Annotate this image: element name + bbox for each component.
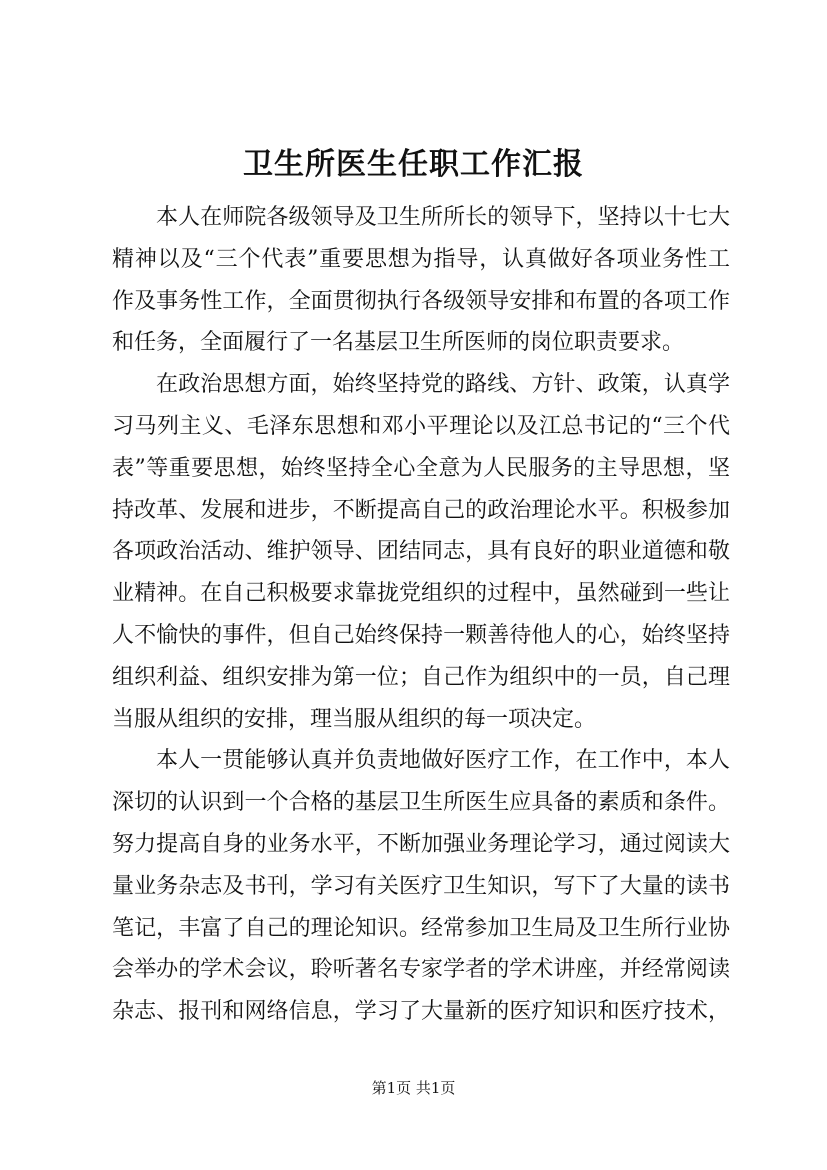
- body-line: 本人一贯能够认真并负责地做好医疗工作，在工作中，本人: [156, 748, 730, 774]
- body-line: 和任务，全面履行了一名基层卫生所医师的岗位职责要求。: [112, 330, 685, 356]
- body-line: 各项政治活动、维护领导、团结同志，具有良好的职业道德和敬: [112, 539, 730, 565]
- body-line: 笔记，丰富了自己的理论知识。经常参加卫生局及卫生所行业协: [112, 915, 730, 941]
- body-line: 人不愉快的事件，但自己始终保持一颗善待他人的心，始终坚持: [112, 622, 730, 648]
- body-line: 习马列主义、毛泽东思想和邓小平理论以及江总书记的“三个代: [112, 413, 730, 439]
- body-line: 量业务杂志及书刊，学习有关医疗卫生知识，写下了大量的读书: [112, 873, 730, 899]
- page-footer: 第1页 共1页: [371, 1079, 456, 1097]
- document-body: [112, 197, 730, 1033]
- body-line: 本人在师院各级领导及卫生所所长的领导下，坚持以十七大: [156, 205, 730, 230]
- body-line: 在政治思想方面，始终坚持党的路线、方针、政策，认真学: [156, 372, 730, 398]
- body-line: 杂志、报刊和网络信息，学习了大量新的医疗知识和医疗技术，: [112, 999, 730, 1025]
- body-line: 努力提高自身的业务水平，不断加强业务理论学习，通过阅读大: [112, 831, 730, 857]
- body-line: 表”等重要思想，始终坚持全心全意为人民服务的主导思想，坚: [112, 455, 730, 481]
- document-title: 卫生所医生任职工作汇报: [243, 147, 584, 182]
- body-line: 当服从组织的安排，理当服从组织的每一项决定。: [112, 706, 597, 732]
- body-line: 持改革、发展和进步，不断提高自己的政治理论水平。积极参加: [112, 497, 730, 523]
- body-line: 作及事务性工作，全面贯彻执行各级领导安排和布置的各项工作: [112, 288, 730, 314]
- body-line: 精神以及“三个代表”重要思想为指导，认真做好各项业务性工: [112, 246, 730, 272]
- body-line: 业精神。在自己积极要求靠拢党组织的过程中，虽然碰到一些让: [112, 581, 730, 607]
- body-line: 深切的认识到一个合格的基层卫生所医生应具备的素质和条件。: [112, 790, 730, 816]
- body-line: 会举办的学术会议，聆听著名专家学者的学术讲座，并经常阅读: [112, 957, 730, 983]
- body-line: 组织利益、组织安排为第一位；自己作为组织中的一员，自己理: [112, 664, 730, 690]
